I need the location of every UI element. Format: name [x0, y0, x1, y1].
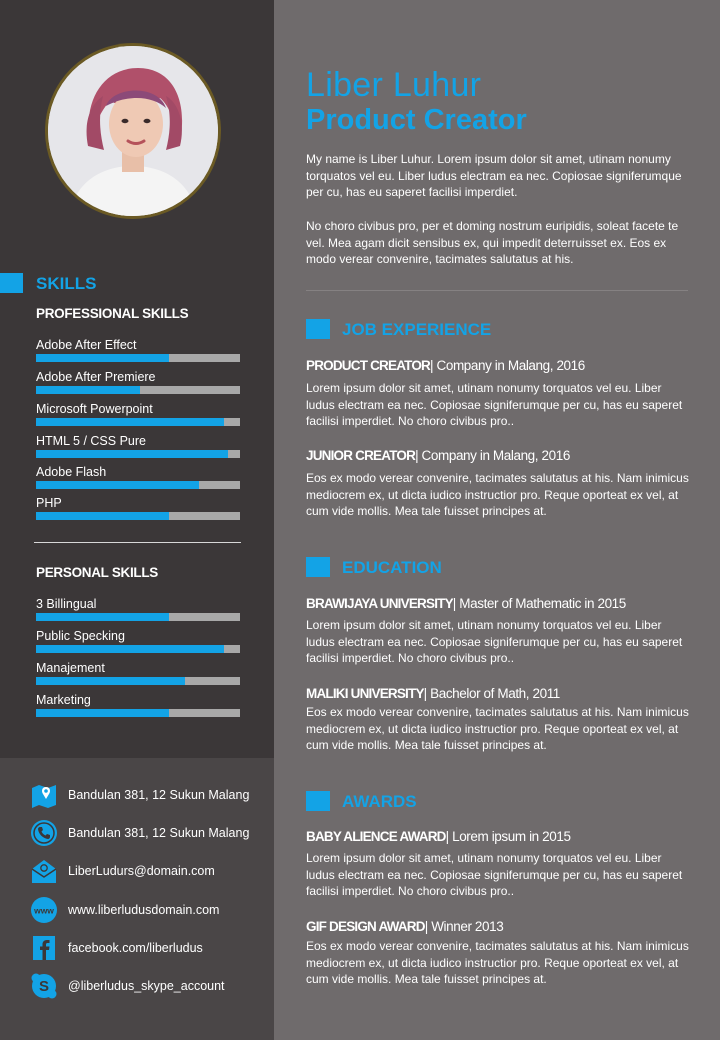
skill-bar: [36, 418, 240, 426]
entry-title: MALIKI UNIVERSITY: [306, 686, 424, 701]
skill-label: PHP: [36, 496, 62, 510]
skill-label: HTML 5 / CSS Pure: [36, 434, 146, 448]
skill-item: [36, 464, 240, 489]
skill-label: Adobe After Effect: [36, 338, 137, 352]
entry-heading: BRAWIJAYA UNIVERSITY| Master of Mathematic in 2015: [306, 596, 626, 611]
entry-text: Lorem ipsum dolor sit amet, utinam nonumy torquatos vel eu. Liber ludus electram ea nec. Copiosae signiferumque per cu, has eu saperet facilisi imperdiet. No choro civibus pro..: [306, 381, 683, 428]
skill-item: [36, 401, 240, 426]
skill-item: [36, 596, 240, 621]
entry-heading: GIF DESIGN AWARD| Winner 2013: [306, 919, 504, 934]
skill-label: Marketing: [36, 693, 91, 707]
skills-divider: [34, 542, 241, 543]
entry-title: GIF DESIGN AWARD: [306, 919, 425, 934]
skype-icon: [30, 972, 58, 1000]
skill-item: [36, 660, 240, 685]
contact-text: facebook.com/liberludus: [68, 941, 203, 955]
contact-email[interactable]: [30, 856, 270, 886]
entry-text: Eos ex modo verear convenire, tacimates salutatus at his. Nam inimicus mediocrem ex, ut dicta iudico instructior pro. Reque oporteat ex vel, at cum vide mollis. Mea tale fuisset principes at.: [306, 705, 689, 752]
intro-paragraph: My name is Liber Luhur. Lorem ipsum dolor sit amet, utinam nonumy torquatos vel eu. Liber ludus electram ea nec. Copiosae signiferumque per cu, has eu saperet facilisi imperdiet.: [306, 152, 682, 199]
skill-item: [36, 628, 240, 653]
email-icon: [30, 857, 58, 885]
skill-bar-fill: [36, 613, 169, 621]
entry-text: Eos ex modo verear convenire, tacimates salutatus at his. Nam inimicus mediocrem ex, ut dicta iudico instructior pro. Reque oporteat ex vel, at cum vide mollis. Mea tale fuisset principes at.: [306, 471, 689, 518]
skill-item: [36, 369, 240, 394]
skill-bar: [36, 677, 240, 685]
contact-skype[interactable]: [30, 971, 270, 1001]
education-marker: [306, 557, 330, 577]
person-name: Liber Luhur: [306, 66, 482, 104]
contact-phone: [30, 818, 270, 848]
portrait-illustration: [48, 46, 218, 216]
job-marker: [306, 319, 330, 339]
skill-item: [36, 433, 240, 458]
facebook-icon: [30, 934, 58, 962]
skill-bar-fill: [36, 450, 228, 458]
skill-bar-fill: [36, 354, 169, 362]
entry-detail: Company in Malang, 2016: [421, 448, 570, 463]
education-title: EDUCATION: [342, 558, 442, 577]
skill-label: Microsoft Powerpoint: [36, 402, 153, 416]
skill-bar: [36, 512, 240, 520]
entry-heading: JUNIOR CREATOR| Company in Malang, 2016: [306, 448, 570, 463]
contact-website[interactable]: [30, 895, 270, 925]
skill-item: [36, 337, 240, 362]
entry-detail: Winner 2013: [431, 919, 504, 934]
entry-text: Lorem ipsum dolor sit amet, utinam nonumy torquatos vel eu. Liber ludus electram ea nec. Copiosae signiferumque per cu, has eu saperet facilisi imperdiet. No choro civibus pro..: [306, 851, 683, 898]
skill-item: [36, 692, 240, 717]
awards-title: AWARDS: [342, 792, 417, 811]
skill-bar: [36, 450, 240, 458]
skill-bar-fill: [36, 677, 185, 685]
job-title: JOB EXPERIENCE: [342, 320, 492, 339]
skill-bar-fill: [36, 512, 169, 520]
skill-label: Manajement: [36, 661, 105, 675]
map-icon: [30, 781, 58, 809]
skill-bar: [36, 613, 240, 621]
www-icon: [30, 896, 58, 924]
entry-title: BRAWIJAYA UNIVERSITY: [306, 596, 453, 611]
contact-text: LiberLudurs@domain.com: [68, 864, 215, 878]
profile-photo: [48, 46, 218, 216]
entry-heading: MALIKI UNIVERSITY| Bachelor of Math, 2011: [306, 686, 560, 701]
skill-bar-fill: [36, 481, 199, 489]
skills-marker: [0, 273, 23, 293]
entry-detail: Master of Mathematic in 2015: [459, 596, 626, 611]
entry-heading: PRODUCT CREATOR| Company in Malang, 2016: [306, 358, 585, 373]
contact-text: Bandulan 381, 12 Sukun Malang: [68, 788, 250, 802]
contact-address: [30, 780, 270, 810]
skill-item: [36, 495, 240, 520]
awards-marker: [306, 791, 330, 811]
person-role: Product Creator: [306, 104, 527, 136]
entry-title: BABY ALIENCE AWARD: [306, 829, 446, 844]
intro-paragraph: No choro civibus pro, per et doming nostrum euripidis, soleat facete te vel. Mea agam dicit sensibus ex, qui impedit deterruisset ex. Eos ex modo verear convenire, tacimates salutatus at his.: [306, 219, 679, 266]
entry-detail: Lorem ipsum in 2015: [452, 829, 571, 844]
skill-bar: [36, 645, 240, 653]
svg-text:www: www: [34, 905, 54, 916]
contact-facebook[interactable]: [30, 933, 270, 963]
skill-bar-fill: [36, 418, 224, 426]
skill-bar: [36, 354, 240, 362]
skills-title: SKILLS: [36, 274, 97, 293]
personal-skills-title: PERSONAL SKILLS: [36, 565, 159, 580]
entry-text: Eos ex modo verear convenire, tacimates salutatus at his. Nam inimicus mediocrem ex, ut dicta iudico instructior pro. Reque oporteat ex vel, at cum vide mollis. Mea tale fuisset principes at.: [306, 939, 689, 986]
avatar: [45, 43, 221, 219]
skill-label: 3 Billingual: [36, 597, 97, 611]
entry-detail: Bachelor of Math, 2011: [430, 686, 560, 701]
header-divider: [306, 290, 688, 291]
skill-bar: [36, 709, 240, 717]
skill-bar-fill: [36, 386, 140, 394]
contact-text: www.liberludusdomain.com: [68, 903, 220, 917]
skill-bar-fill: [36, 645, 224, 653]
entry-text: Lorem ipsum dolor sit amet, utinam nonumy torquatos vel eu. Liber ludus electram ea nec. Copiosae signiferumque per cu, has eu saperet facilisi imperdiet. No choro civibus pro..: [306, 618, 683, 665]
contact-text: @liberludus_skype_account: [68, 979, 225, 993]
entry-title: PRODUCT CREATOR: [306, 358, 431, 373]
skill-bar: [36, 386, 240, 394]
skill-label: Public Specking: [36, 629, 125, 643]
entry-title: JUNIOR CREATOR: [306, 448, 416, 463]
skill-label: Adobe Flash: [36, 465, 107, 479]
skill-label: Adobe After Premiere: [36, 370, 156, 384]
entry-heading: BABY ALIENCE AWARD| Lorem ipsum in 2015: [306, 829, 571, 844]
skill-bar: [36, 481, 240, 489]
professional-skills-title: PROFESSIONAL SKILLS: [36, 306, 189, 321]
entry-detail: Company in Malang, 2016: [436, 358, 585, 373]
skill-bar-fill: [36, 709, 169, 717]
phone-icon: [30, 819, 58, 847]
svg-text:S: S: [38, 978, 50, 995]
contact-text: Bandulan 381, 12 Sukun Malang: [68, 826, 250, 840]
